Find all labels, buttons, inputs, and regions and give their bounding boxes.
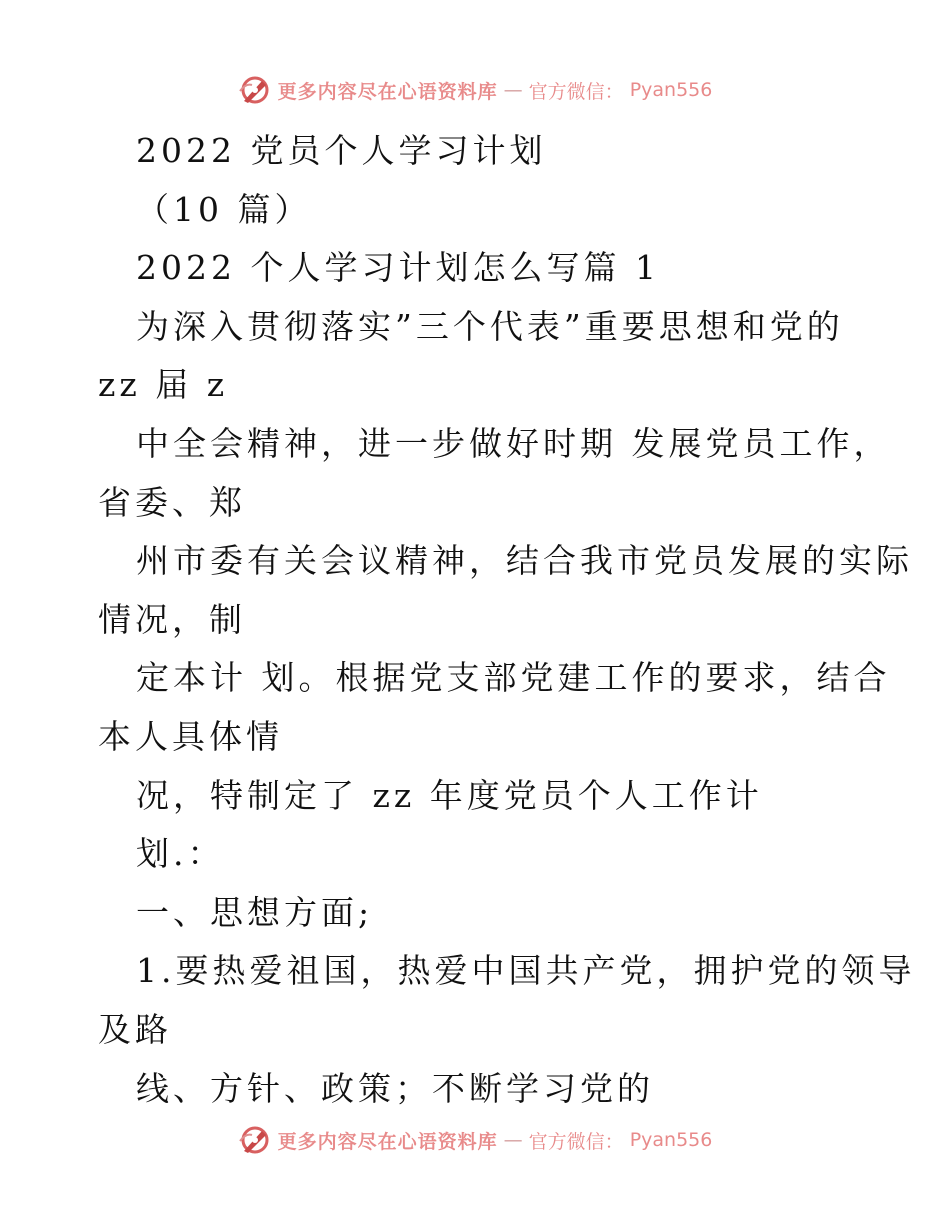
- list-item-line: 线、方针、政策；不断学习党的: [136, 1068, 654, 1108]
- paragraph-line: 本人具体情: [98, 716, 283, 756]
- list-item-line: 及路: [98, 1009, 172, 1049]
- watermark-wechat-id: Pyan556: [629, 1129, 713, 1151]
- document-subtitle: （10 篇）: [136, 189, 312, 229]
- watermark-site-text: 更多内容尽在心语资料库: [277, 80, 498, 103]
- paragraph-line: 中全会精神，进一步做好时期 发展党员工作，: [136, 423, 891, 463]
- watermark-separator: —: [503, 1129, 523, 1151]
- list-heading: 一、思想方面;: [136, 892, 374, 932]
- list-item-line: 1.要热爱祖国，热爱中国共产党，拥护党的领导: [136, 951, 916, 991]
- paragraph-line: 省委、郑: [98, 482, 246, 522]
- pen-nib-circle-logo-icon: [238, 1123, 272, 1157]
- watermark-wechat-id: Pyan556: [629, 79, 713, 101]
- watermark-wechat-label: 官方微信：: [528, 1130, 624, 1153]
- footer-watermark: [0, 1120, 950, 1160]
- watermark-separator: —: [503, 79, 523, 101]
- paragraph-line: 划.：: [136, 834, 225, 874]
- paragraph-line: zz 届 z: [98, 365, 229, 405]
- paragraph-line: 州市委有关会议精神，结合我市党员发展的实际: [136, 541, 913, 581]
- watermark-wechat-label: 官方微信：: [528, 80, 624, 103]
- paragraph-line: 况，特制定了 zz 年度党员个人工作计: [136, 775, 763, 815]
- document-body: [98, 122, 916, 1118]
- paragraph-line: 为深入贯彻落实”三个代表”重要思想和党的: [136, 306, 844, 346]
- header-watermark: [0, 70, 950, 110]
- section-heading: 2022 个人学习计划怎么写篇 1: [136, 248, 660, 288]
- watermark-site-text: 更多内容尽在心语资料库: [277, 1130, 498, 1153]
- paragraph-line: 定本计 划。根据党支部党建工作的要求，结合: [136, 658, 891, 698]
- paragraph-line: 情况，制: [98, 599, 246, 639]
- document-title: 2022 党员个人学习计划: [136, 131, 547, 170]
- pen-nib-circle-logo-icon: [238, 73, 272, 107]
